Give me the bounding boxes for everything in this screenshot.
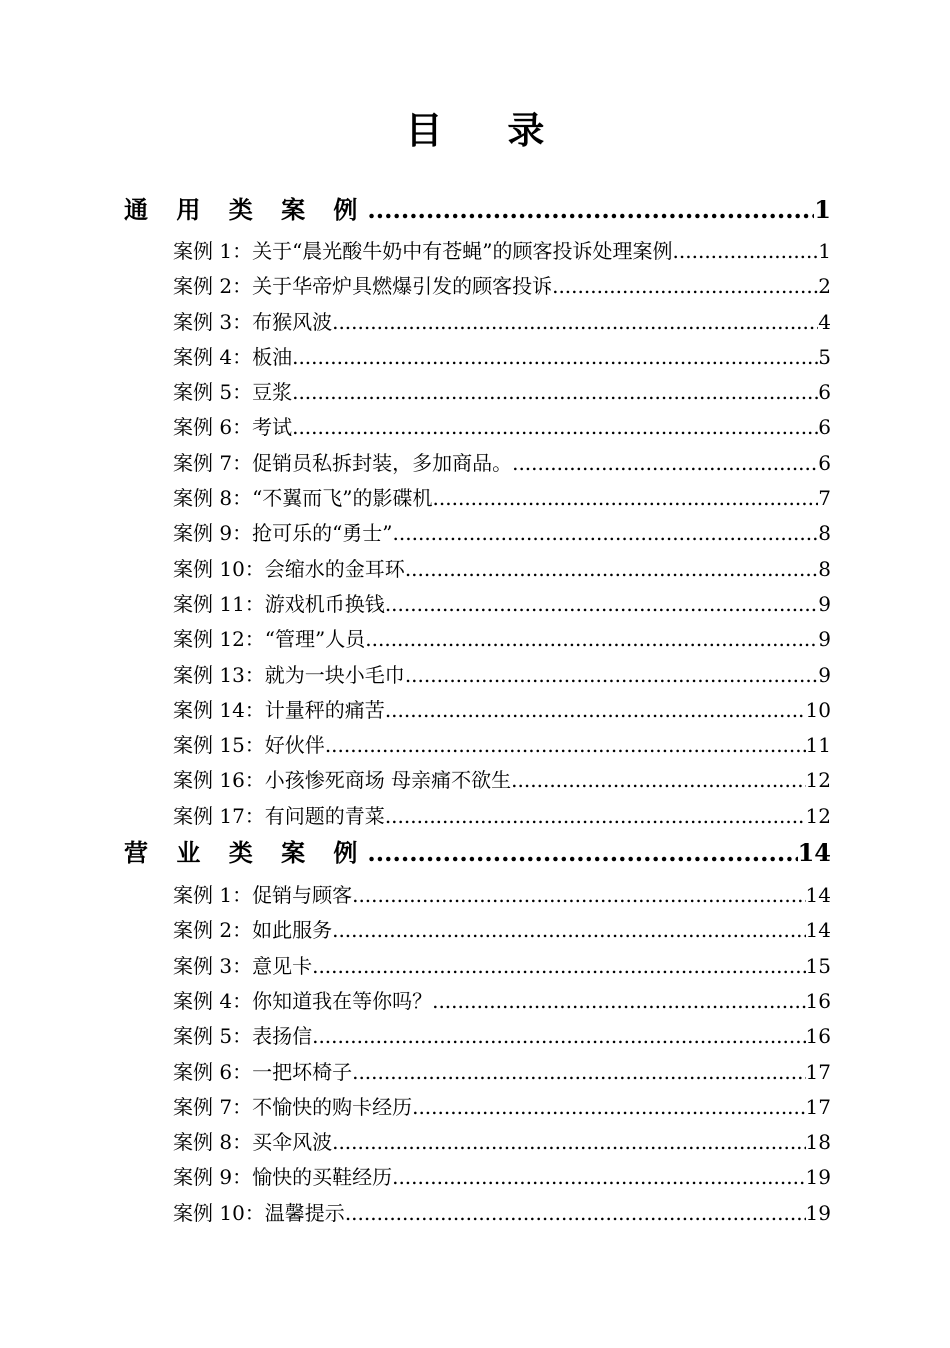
toc-page-number: 14 — [805, 918, 831, 943]
dot-leader — [312, 1019, 805, 1054]
dot-leader — [433, 481, 819, 516]
dot-leader — [367, 190, 814, 230]
toc-page-number: 17 — [805, 1094, 831, 1119]
toc-page-number: 19 — [805, 1200, 831, 1225]
dot-leader — [405, 658, 818, 693]
toc-entry-label: 案例 5：表扬信 — [173, 1024, 313, 1049]
toc-page-number: 6 — [818, 380, 831, 405]
dot-leader — [385, 799, 806, 834]
toc-entry-label: 案例 2：如此服务 — [173, 918, 333, 943]
dot-leader — [325, 728, 806, 763]
dot-leader — [393, 516, 819, 551]
toc-entry[interactable] — [124, 375, 831, 410]
toc-entry[interactable] — [124, 763, 831, 798]
toc-entry-label: 案例 1：促销与顾客 — [173, 883, 353, 908]
toc-entry[interactable] — [124, 1160, 831, 1195]
toc-page-number: 12 — [805, 768, 831, 793]
toc-section-heading[interactable] — [124, 834, 831, 872]
toc-entry-label: 案例 8：“不翼而飞”的影碟机 — [173, 486, 433, 511]
dot-leader — [332, 305, 818, 340]
toc-page-number: 7 — [818, 486, 831, 511]
dot-leader — [352, 1055, 805, 1090]
toc-page-number: 12 — [805, 803, 831, 828]
toc-page-number: 14 — [805, 883, 831, 908]
toc-entry-label: 案例 7：不愉快的购卡经历 — [173, 1094, 413, 1119]
dot-leader — [367, 834, 797, 872]
toc-entry[interactable] — [124, 552, 831, 587]
toc-entry-label: 案例 4：板油 — [173, 344, 293, 369]
toc-entry-label: 案例 16：小孩惨死商场 母亲痛不欲生 — [173, 768, 512, 793]
toc-entry[interactable] — [124, 340, 831, 375]
dot-leader — [352, 878, 805, 913]
dot-leader — [332, 913, 805, 948]
toc-entry-label: 案例 9：抢可乐的“勇士” — [173, 521, 393, 546]
toc-entry[interactable] — [124, 1196, 831, 1231]
toc-page-number: 14 — [797, 838, 831, 868]
toc-page-number: 9 — [818, 627, 831, 652]
toc-section-label: 通 用 类 案 例 — [124, 195, 368, 224]
toc-section-heading[interactable] — [124, 190, 831, 230]
toc-entry[interactable] — [124, 1019, 831, 1054]
toc-entry-label: 案例 17：有问题的青菜 — [173, 803, 385, 828]
toc-page-number: 6 — [818, 415, 831, 440]
toc-page-number: 4 — [818, 309, 831, 334]
toc-entry-label: 案例 7：促销员私拆封装，多加商品。 — [173, 450, 513, 475]
dot-leader — [292, 410, 818, 445]
toc-entry-label: 案例 3：布猴风波 — [173, 309, 333, 334]
toc-entry[interactable] — [124, 446, 831, 481]
dot-leader — [552, 269, 818, 304]
toc-entry[interactable] — [124, 913, 831, 948]
dot-leader — [673, 234, 819, 269]
toc-section-label: 营 业 类 案 例 — [124, 838, 368, 868]
toc-entry-list — [124, 878, 831, 1231]
toc-entry-label: 案例 5：豆浆 — [173, 380, 293, 405]
toc-entry-label: 案例 2：关于华帝炉具燃爆引发的顾客投诉 — [173, 274, 553, 299]
toc-page-number: 15 — [805, 953, 831, 978]
toc-page-number: 5 — [818, 344, 831, 369]
toc-entry-label: 案例 10：温馨提示 — [173, 1200, 345, 1225]
toc-entry[interactable] — [124, 481, 831, 516]
toc-entry[interactable] — [124, 1055, 831, 1090]
table-of-contents — [124, 190, 831, 1231]
toc-entry[interactable] — [124, 984, 831, 1019]
toc-entry[interactable] — [124, 878, 831, 913]
toc-entry-label: 案例 6：考试 — [173, 415, 293, 440]
toc-page-number: 1 — [818, 239, 831, 263]
toc-entry[interactable] — [124, 799, 831, 834]
dot-leader — [412, 1090, 805, 1125]
toc-entry-label: 案例 12：“管理”人员 — [173, 627, 366, 652]
toc-page-number: 6 — [818, 450, 831, 475]
dot-leader — [512, 446, 818, 481]
toc-entry-label: 案例 10：会缩水的金耳环 — [173, 556, 405, 581]
toc-entry[interactable] — [124, 305, 831, 340]
dot-leader — [292, 340, 818, 375]
toc-entry-label: 案例 4：你知道我在等你吗？ — [173, 988, 433, 1013]
toc-entry[interactable] — [124, 234, 831, 269]
dot-leader — [345, 1196, 806, 1231]
dot-leader — [511, 763, 805, 798]
toc-page-number: 9 — [818, 662, 831, 687]
toc-page-number: 10 — [805, 697, 831, 722]
toc-entry-label: 案例 14：计量秤的痛苦 — [173, 697, 385, 722]
toc-entry[interactable] — [124, 693, 831, 728]
dot-leader — [312, 949, 805, 984]
dot-leader — [405, 552, 818, 587]
toc-page-number: 9 — [818, 591, 831, 616]
toc-entry[interactable] — [124, 622, 831, 657]
toc-page-number: 8 — [818, 556, 831, 581]
dot-leader — [365, 622, 818, 657]
toc-entry[interactable] — [124, 269, 831, 304]
toc-entry[interactable] — [124, 516, 831, 551]
toc-page-number: 8 — [818, 521, 831, 546]
toc-entry-label: 案例 6：一把坏椅子 — [173, 1059, 353, 1084]
toc-entry[interactable] — [124, 949, 831, 984]
toc-entry-label: 案例 13：就为一块小毛巾 — [173, 662, 405, 687]
toc-entry-list — [124, 234, 831, 834]
toc-page-number: 19 — [805, 1165, 831, 1190]
toc-entry[interactable] — [124, 658, 831, 693]
toc-entry[interactable] — [124, 1125, 831, 1160]
toc-entry-label: 案例 11：游戏机币换钱 — [173, 591, 385, 616]
toc-page-number: 1 — [814, 195, 831, 224]
toc-page-number: 11 — [805, 733, 831, 758]
dot-leader — [332, 1125, 805, 1160]
toc-page-number: 16 — [805, 988, 831, 1013]
toc-page-number: 17 — [805, 1059, 831, 1084]
dot-leader — [392, 1160, 805, 1195]
toc-entry-label: 案例 9：愉快的买鞋经历 — [173, 1165, 393, 1190]
toc-entry-label: 案例 3：意见卡 — [173, 953, 313, 978]
toc-page-number: 16 — [805, 1024, 831, 1049]
toc-page-number: 18 — [805, 1130, 831, 1155]
toc-entry[interactable] — [124, 1090, 831, 1125]
page-title: 目 录 — [405, 108, 571, 152]
toc-entry[interactable] — [124, 587, 831, 622]
toc-entry-label: 案例 8：买伞风波 — [173, 1130, 333, 1155]
toc-entry[interactable] — [124, 728, 831, 763]
toc-entry[interactable] — [124, 410, 831, 445]
toc-entry-label: 案例 15：好伙伴 — [173, 733, 325, 758]
dot-leader — [385, 587, 818, 622]
toc-page-number: 2 — [818, 274, 831, 299]
toc-entry-label: 案例 1：关于“晨光酸牛奶中有苍蝇”的顾客投诉处理案例 — [173, 239, 673, 263]
dot-leader — [385, 693, 806, 728]
dot-leader — [432, 984, 805, 1019]
dot-leader — [292, 375, 818, 410]
